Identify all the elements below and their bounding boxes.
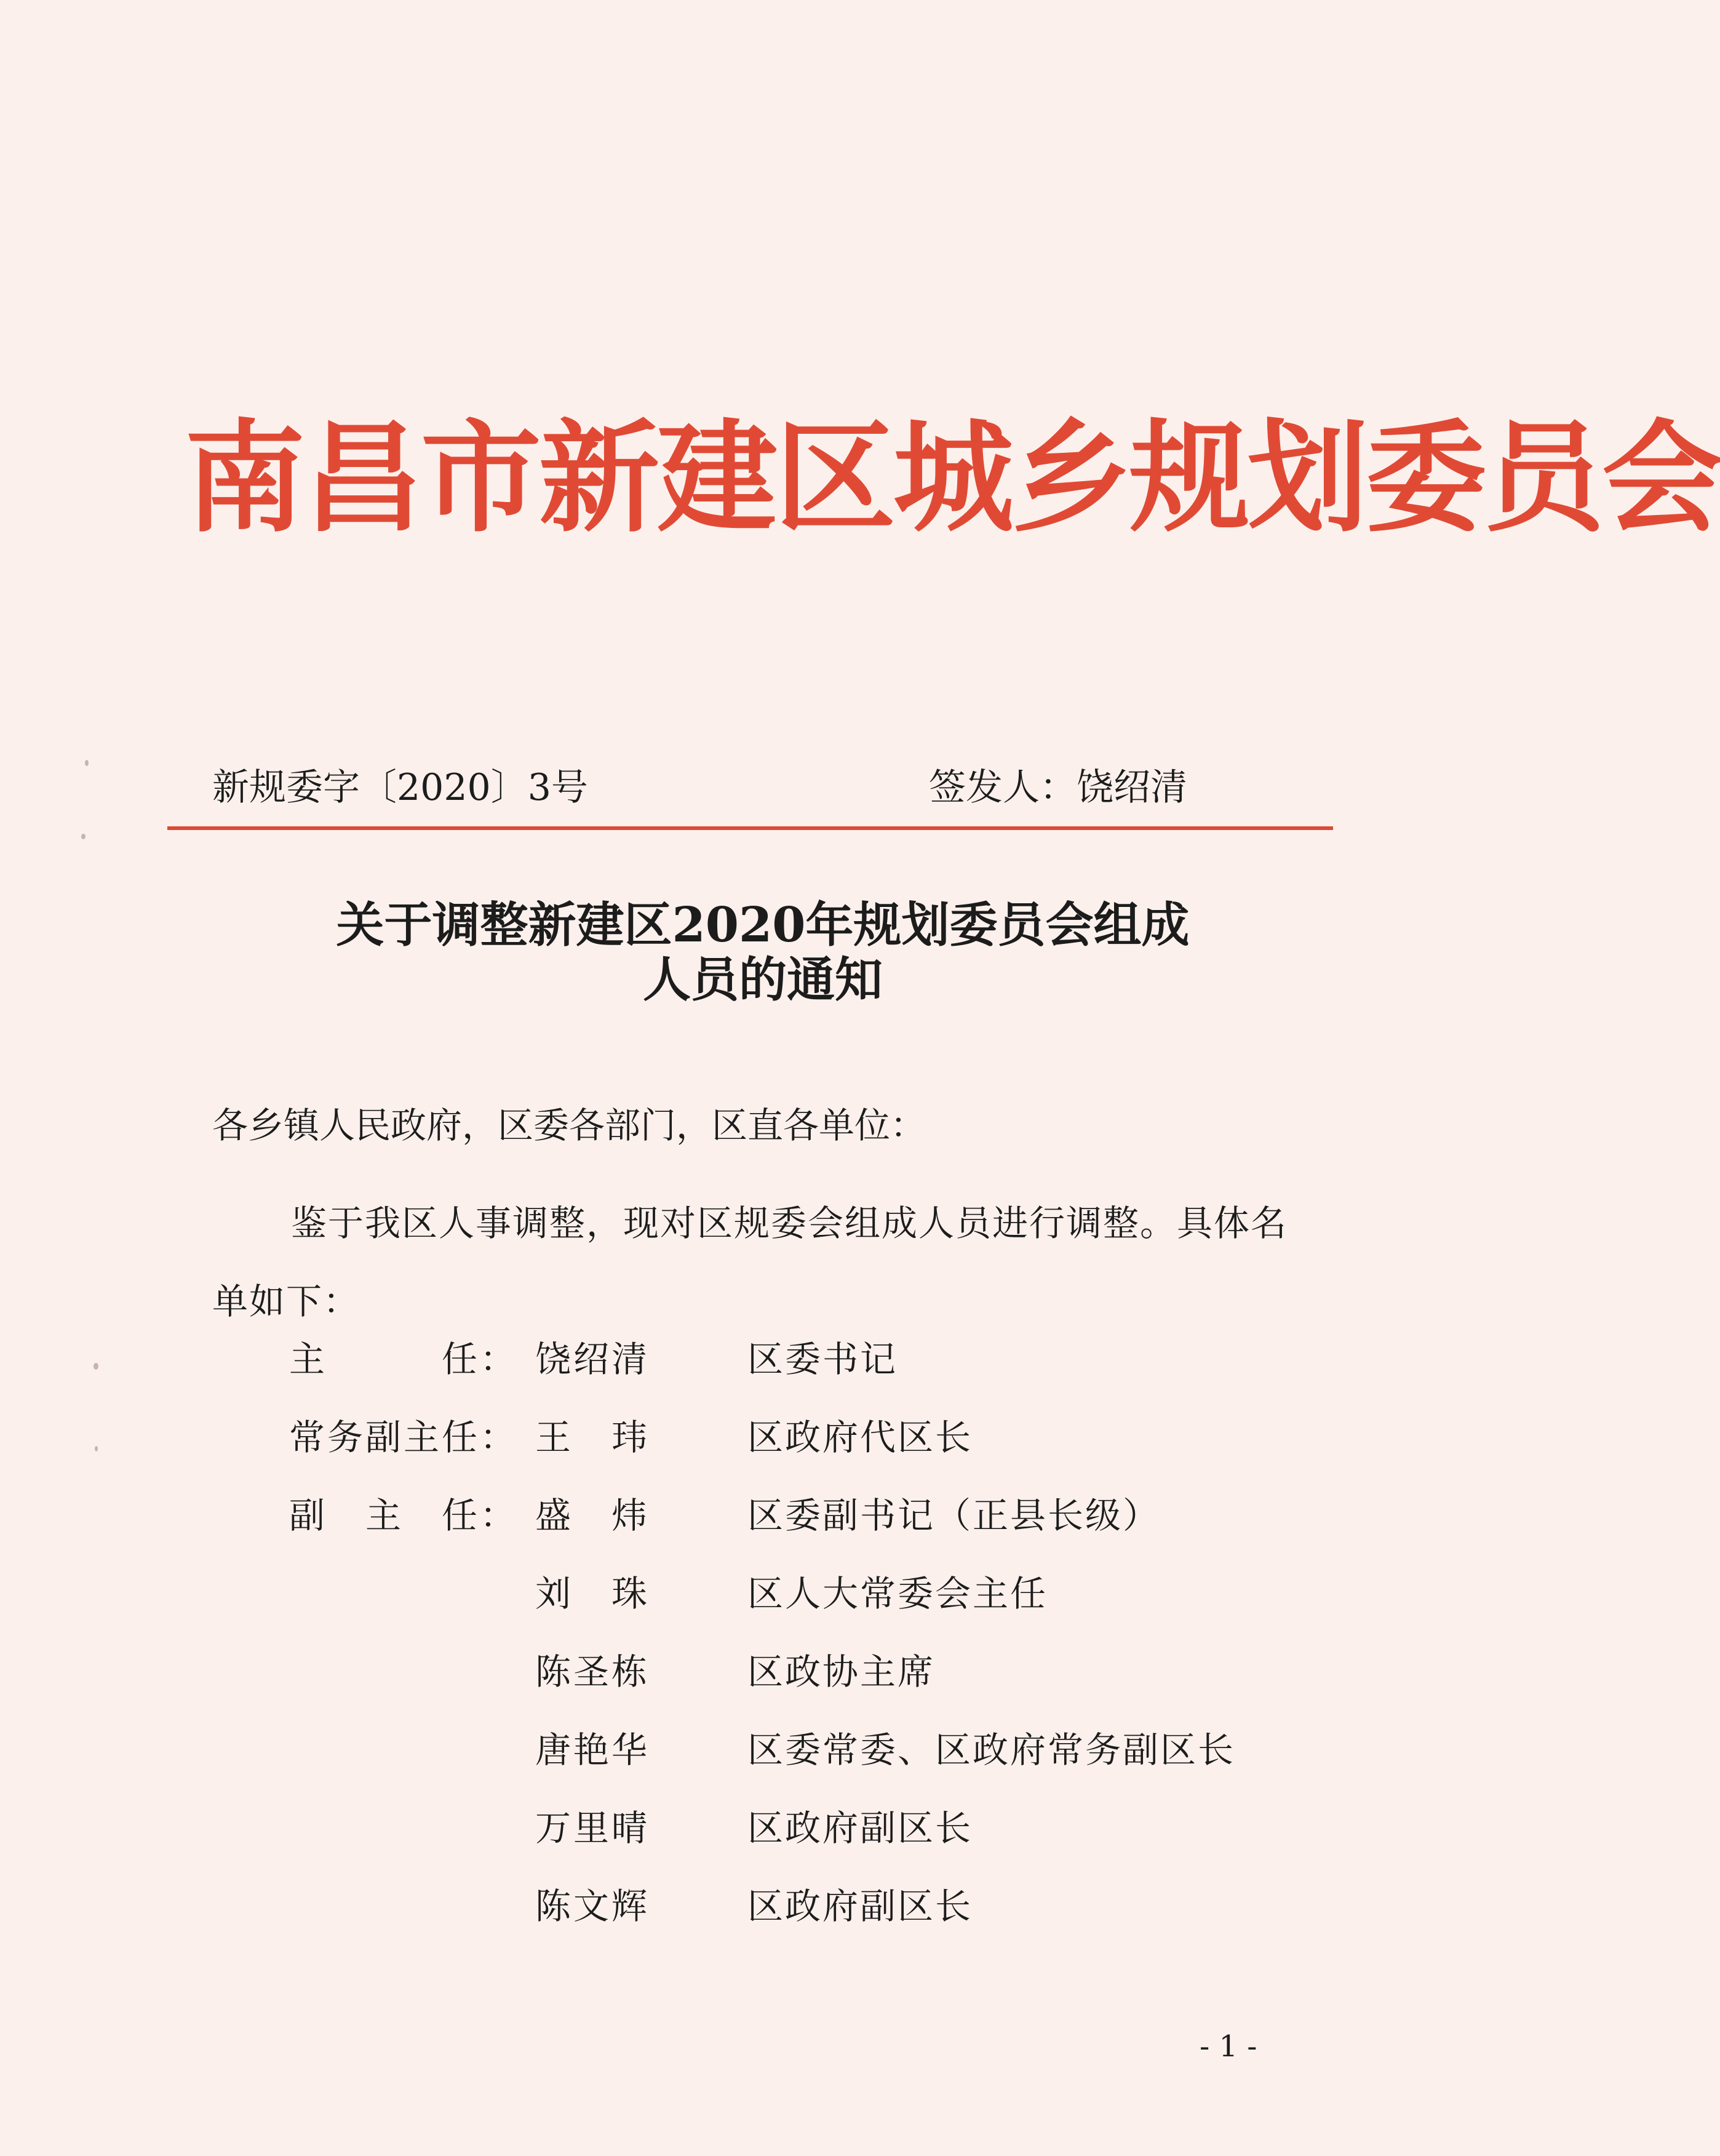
page-number: - 1 - (1200, 2029, 1257, 2064)
signer (929, 766, 1187, 809)
member-role: 主 任： (289, 1338, 519, 1380)
scan-speck (85, 760, 89, 766)
member-name: 饶绍清 (535, 1338, 650, 1380)
document-number: 新规委字〔2020〕3号 (212, 766, 588, 809)
member-title: 区政府副区长 (747, 1807, 973, 1849)
organization-header: 南昌市新建区城乡规划委员会 (185, 409, 1720, 549)
member-title: 区政府副区长 (747, 1885, 973, 1927)
member-role: 常务副主任： (289, 1416, 519, 1458)
scan-speck (95, 1446, 98, 1451)
notice-title (148, 898, 1378, 1008)
member-name: 唐艳华 (535, 1729, 650, 1771)
member-name: 陈文辉 (535, 1885, 650, 1927)
member-title: 区政协主席 (747, 1651, 936, 1693)
member-role: 副 主 任： (289, 1495, 519, 1536)
member-title: 区委常委、区政府常务副区长 (747, 1729, 1236, 1771)
scan-speck (94, 1363, 98, 1370)
member-name: 刘 珠 (535, 1573, 650, 1615)
red-divider-line (167, 826, 1333, 830)
member-title: 区人大常委会主任 (747, 1573, 1048, 1615)
signer-name: 饶绍清 (1077, 766, 1187, 809)
member-name: 王 玮 (535, 1416, 650, 1458)
member-title: 区委副书记（正县长级） (747, 1495, 1161, 1536)
member-name: 万里晴 (535, 1807, 650, 1849)
member-name: 陈圣栋 (535, 1651, 650, 1693)
member-title: 区政府代区长 (747, 1416, 973, 1458)
addressee: 各乡镇人民政府，区委各部门，区直各单位： (212, 1104, 926, 1146)
notice-title-line-1: 关于调整新建区2020年规划委员会组成 (336, 897, 1190, 953)
notice-title-line-2: 人员的通知 (642, 951, 883, 1008)
scan-speck (81, 834, 86, 839)
member-name: 盛 炜 (535, 1495, 650, 1536)
body-paragraph: 鉴于我区人事调整，现对区规委会组成人员进行调整。具体名单如下： (212, 1202, 1288, 1322)
signer-label: 签发人： (929, 766, 1077, 809)
member-title: 区委书记 (747, 1338, 898, 1380)
